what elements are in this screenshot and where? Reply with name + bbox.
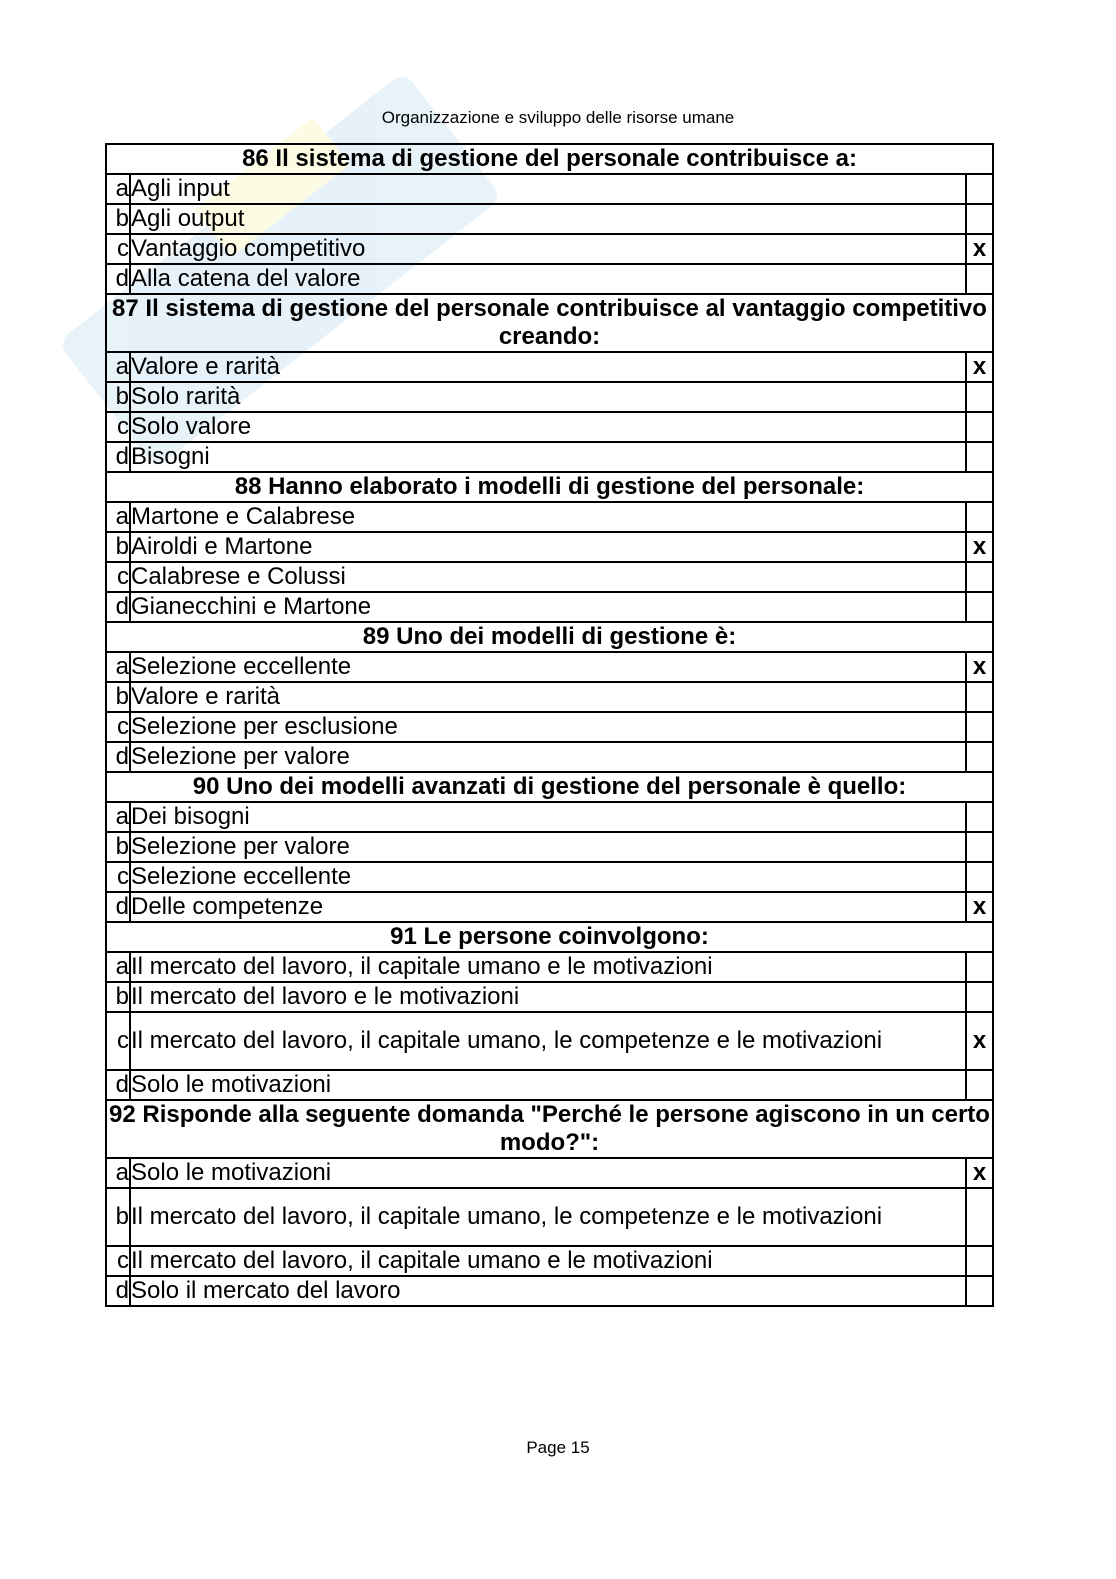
- question-row: [106, 922, 993, 952]
- correct-mark: [966, 562, 993, 592]
- answer-letter: c: [106, 234, 130, 264]
- answer-row: [106, 174, 993, 204]
- answer-text: Valore e rarità: [130, 352, 966, 382]
- answer-row: [106, 1276, 993, 1306]
- answer-row: [106, 682, 993, 712]
- answer-letter: b: [106, 204, 130, 234]
- correct-mark: [966, 264, 993, 294]
- answer-row: [106, 862, 993, 892]
- correct-mark: [966, 802, 993, 832]
- correct-mark: x: [966, 352, 993, 382]
- answer-text: Delle competenze: [130, 892, 966, 922]
- answer-letter: b: [106, 382, 130, 412]
- answer-row: [106, 382, 993, 412]
- question-title: 91 Le persone coinvolgono:: [106, 922, 993, 952]
- answer-row: [106, 1070, 993, 1100]
- answer-row: [106, 352, 993, 382]
- answer-letter: d: [106, 592, 130, 622]
- answer-letter: b: [106, 532, 130, 562]
- answer-letter: d: [106, 264, 130, 294]
- answer-row: [106, 502, 993, 532]
- answer-row: [106, 1246, 993, 1276]
- answer-letter: a: [106, 652, 130, 682]
- answer-letter: d: [106, 1070, 130, 1100]
- answer-row: [106, 832, 993, 862]
- answer-letter: a: [106, 1158, 130, 1188]
- answer-letter: b: [106, 1188, 130, 1246]
- question-title: 89 Uno dei modelli di gestione è:: [106, 622, 993, 652]
- answer-text: Airoldi e Martone: [130, 532, 966, 562]
- answer-text: Gianecchini e Martone: [130, 592, 966, 622]
- answer-text: Selezione per esclusione: [130, 712, 966, 742]
- answer-row: [106, 652, 993, 682]
- answer-text: Valore e rarità: [130, 682, 966, 712]
- answer-letter: a: [106, 174, 130, 204]
- answer-text: Alla catena del valore: [130, 264, 966, 294]
- page-header: Organizzazione e sviluppo delle risorse umane: [381, 108, 735, 127]
- answer-row: [106, 742, 993, 772]
- answer-row: [106, 1158, 993, 1188]
- answer-letter: d: [106, 1276, 130, 1306]
- answer-letter: c: [106, 1012, 130, 1070]
- answer-row: [106, 532, 993, 562]
- correct-mark: x: [966, 652, 993, 682]
- correct-mark: [966, 742, 993, 772]
- answer-text: Selezione eccellente: [130, 652, 966, 682]
- answer-row: [106, 234, 993, 264]
- answer-letter: d: [106, 442, 130, 472]
- answer-text: Selezione per valore: [130, 832, 966, 862]
- correct-mark: [966, 502, 993, 532]
- correct-mark: x: [966, 892, 993, 922]
- correct-mark: [966, 712, 993, 742]
- answer-text: Dei bisogni: [130, 802, 966, 832]
- answer-row: [106, 802, 993, 832]
- answer-row: [106, 592, 993, 622]
- answer-text: Vantaggio competitivo: [130, 234, 966, 264]
- question-title: 87 Il sistema di gestione del personale contribuisce al vantaggio competitivo creando:: [106, 294, 993, 352]
- answer-letter: b: [106, 832, 130, 862]
- answer-letter: d: [106, 742, 130, 772]
- answer-letter: c: [106, 562, 130, 592]
- correct-mark: [966, 832, 993, 862]
- correct-mark: [966, 442, 993, 472]
- question-title: 86 Il sistema di gestione del personale contribuisce a:: [106, 144, 993, 174]
- answer-text: Il mercato del lavoro, il capitale umano e le motivazioni: [130, 1246, 966, 1276]
- answer-text: Selezione per valore: [130, 742, 966, 772]
- answer-letter: a: [106, 352, 130, 382]
- answer-letter: a: [106, 502, 130, 532]
- answer-text: Il mercato del lavoro, il capitale umano, le competenze e le motivazioni: [130, 1188, 966, 1246]
- answer-letter: c: [106, 1246, 130, 1276]
- answer-letter: d: [106, 892, 130, 922]
- answer-text: Martone e Calabrese: [130, 502, 966, 532]
- question-row: [106, 622, 993, 652]
- answer-row: [106, 892, 993, 922]
- answer-text: Solo valore: [130, 412, 966, 442]
- answer-text: Selezione eccellente: [130, 862, 966, 892]
- correct-mark: [966, 174, 993, 204]
- correct-mark: [966, 682, 993, 712]
- question-row: [106, 144, 993, 174]
- correct-mark: [966, 592, 993, 622]
- correct-mark: x: [966, 532, 993, 562]
- question-row: [106, 772, 993, 802]
- page-footer: Page 15: [526, 1438, 590, 1457]
- correct-mark: [966, 1188, 993, 1246]
- answer-text: Il mercato del lavoro, il capitale umano e le motivazioni: [130, 952, 966, 982]
- answer-text: Il mercato del lavoro e le motivazioni: [130, 982, 966, 1012]
- answer-row: [106, 562, 993, 592]
- question-row: [106, 1100, 993, 1158]
- answer-row: [106, 1188, 993, 1246]
- answer-text: Agli input: [130, 174, 966, 204]
- answer-letter: c: [106, 862, 130, 892]
- question-row: [106, 472, 993, 502]
- answer-letter: c: [106, 712, 130, 742]
- answer-text: Agli output: [130, 204, 966, 234]
- correct-mark: x: [966, 234, 993, 264]
- correct-mark: x: [966, 1012, 993, 1070]
- answer-row: [106, 442, 993, 472]
- answer-letter: c: [106, 412, 130, 442]
- answer-text: Il mercato del lavoro, il capitale umano, le competenze e le motivazioni: [130, 1012, 966, 1070]
- answer-row: [106, 982, 993, 1012]
- answer-row: [106, 1012, 993, 1070]
- correct-mark: [966, 1070, 993, 1100]
- correct-mark: [966, 204, 993, 234]
- question-title: 90 Uno dei modelli avanzati di gestione del personale è quello:: [106, 772, 993, 802]
- question-title: 92 Risponde alla seguente domanda "Perché le persone agiscono in un certo modo?":: [106, 1100, 993, 1158]
- answer-row: [106, 952, 993, 982]
- question-title: 88 Hanno elaborato i modelli di gestione del personale:: [106, 472, 993, 502]
- answer-text: Calabrese e Colussi: [130, 562, 966, 592]
- correct-mark: [966, 382, 993, 412]
- question-row: [106, 294, 993, 352]
- answer-row: [106, 712, 993, 742]
- answer-letter: a: [106, 952, 130, 982]
- correct-mark: x: [966, 1158, 993, 1188]
- correct-mark: [966, 1276, 993, 1306]
- correct-mark: [966, 982, 993, 1012]
- correct-mark: [966, 1246, 993, 1276]
- quiz-table: [105, 143, 994, 1307]
- answer-letter: b: [106, 982, 130, 1012]
- answer-text: Solo le motivazioni: [130, 1070, 966, 1100]
- correct-mark: [966, 952, 993, 982]
- correct-mark: [966, 412, 993, 442]
- correct-mark: [966, 862, 993, 892]
- answer-text: Solo rarità: [130, 382, 966, 412]
- answer-letter: a: [106, 802, 130, 832]
- answer-text: Solo le motivazioni: [130, 1158, 966, 1188]
- answer-text: Bisogni: [130, 442, 966, 472]
- answer-row: [106, 204, 993, 234]
- answer-row: [106, 264, 993, 294]
- answer-letter: b: [106, 682, 130, 712]
- answer-text: Solo il mercato del lavoro: [130, 1276, 966, 1306]
- answer-row: [106, 412, 993, 442]
